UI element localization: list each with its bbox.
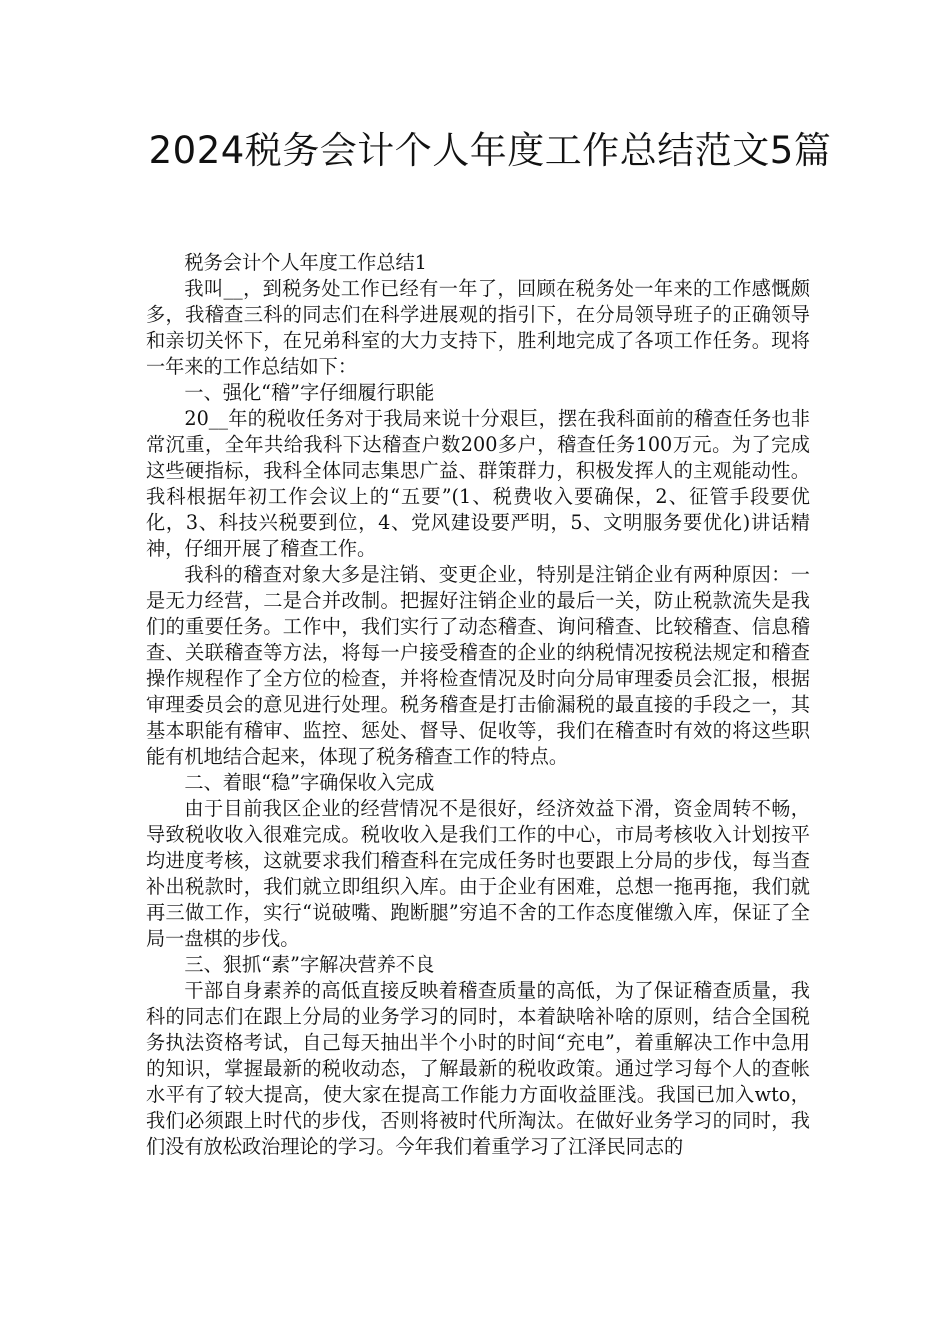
paragraph: 由于目前我区企业的经营情况不是很好，经济效益下滑，资金周转不畅，导致税收收入很难完成。税收收入是我们工作的中心，市局考核收入计划按平均进度考核，这就要求我们稽查科在完成任务时也要跟上分局的步伐，每当查补出税款时，我们就立即组织入库。由于企业有困难，总想一拖再拖，我们就再三做工作，实行“说破嘴、跑断腿”穷追不舍的工作态度催缴入库，保证了全局一盘棋的步伐。 [146, 797, 810, 950]
document-body [146, 250, 810, 1160]
subheading: 一、强化“稽”字仔细履行职能 [184, 381, 435, 404]
subheading: 三、狠抓“素”字解决营养不良 [184, 953, 435, 976]
paragraph: 20__年的税收任务对于我局来说十分艰巨，摆在我科面前的稽查任务也非常沉重，全年共给我科下达稽查户数200多户，稽查任务100万元。为了完成这些硬指标，我科全体同志集思广益、群策群力，积极发挥人的主观能动性。我科根据年初工作会议上的“五要”(1、税费收入要确保，2、征管手段要优化，3、科技兴税要到位，4、党风建设要严明，5、文明服务要优化)讲话精神，仔细开展了稽查工作。 [146, 407, 810, 560]
paragraph: 我叫__，到税务处工作已经有一年了，回顾在税务处一年来的工作感慨颇多，我稽查三科的同志们在科学进展观的指引下，在分局领导班子的正确领导和亲切关怀下，在兄弟科室的大力支持下，胜利地完成了各项工作任务。现将一年来的工作总结如下： [146, 277, 810, 378]
subheading: 二、着眼“稳”字确保收入完成 [184, 771, 435, 794]
page-title: 2024税务会计个人年度工作总结范文5篇 [148, 129, 832, 172]
paragraph: 干部自身素养的高低直接反映着稽查质量的高低，为了保证稽查质量，我科的同志们在跟上分局的业务学习的同时，本着缺啥补啥的原则，结合全国税务执法资格考试，自己每天抽出半个小时的时间“充电”，着重解决工作中急用的知识，掌握最新的税收动态，了解最新的税收政策。通过学习每个人的查帐水平有了较大提高，使大家在提高工作能力方面收益匪浅。我国已加入wto，我们必须跟上时代的步伐，否则将被时代所淘汰。在做好业务学习的同时，我们没有放松政治理论的学习。今年我们着重学习了江泽民同志的 [146, 979, 810, 1158]
section-heading: 税务会计个人年度工作总结1 [184, 251, 427, 274]
paragraph: 我科的稽查对象大多是注销、变更企业，特别是注销企业有两种原因：一是无力经营，二是合并改制。把握好注销企业的最后一关，防止税款流失是我们的重要任务。工作中，我们实行了动态稽查、询问稽查、比较稽查、信息稽查、关联稽查等方法，将每一户接受稽查的企业的纳税情况按税法规定和稽查操作规程作了全方位的检查，并将检查情况及时向分局审理委员会汇报，根据审理委员会的意见进行处理。税务稽查是打击偷漏税的最直接的手段之一，其基本职能有稽审、监控、惩处、督导、促收等，我们在稽查时有效的将这些职能有机地结合起来，体现了税务稽查工作的特点。 [146, 563, 810, 768]
